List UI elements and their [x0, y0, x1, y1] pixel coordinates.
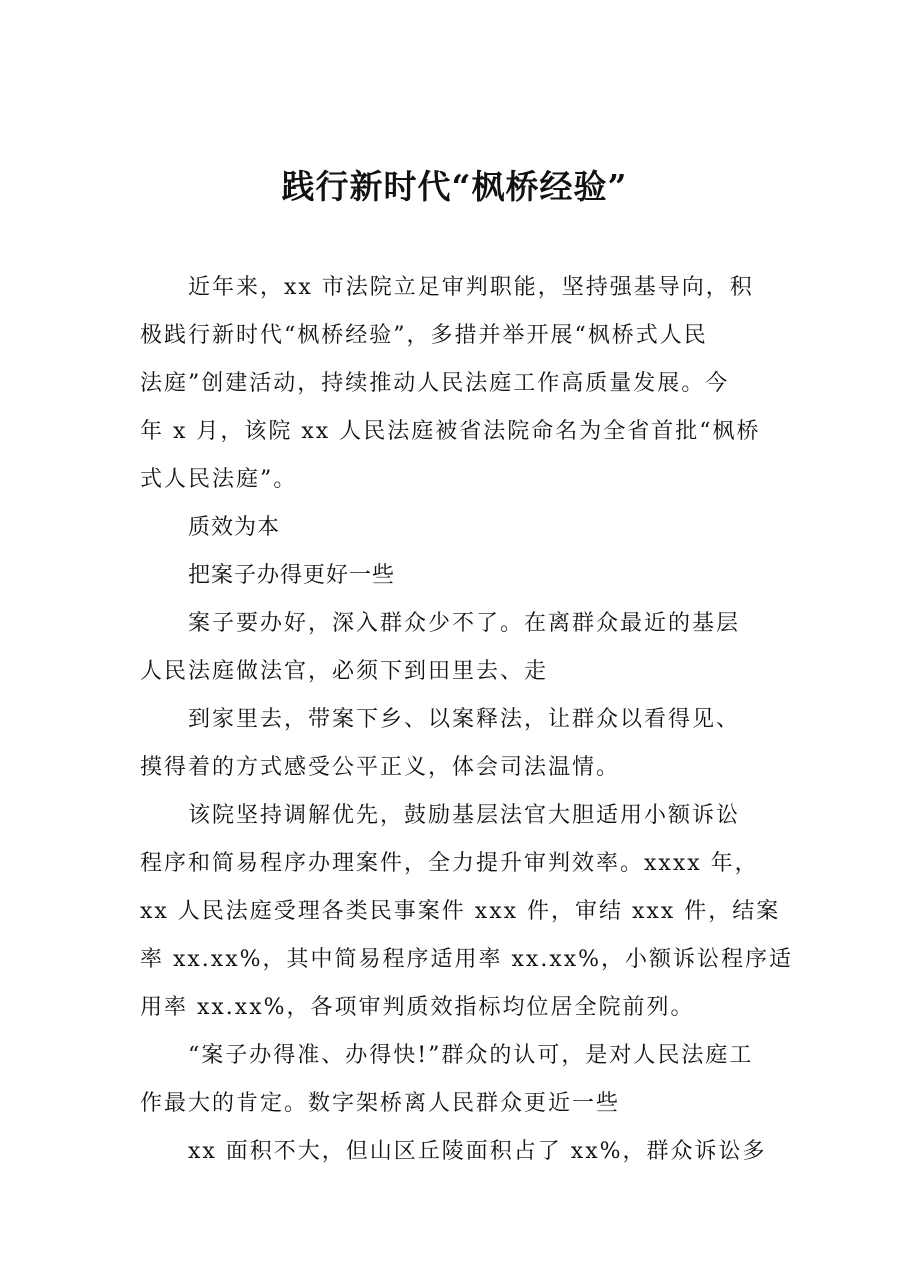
document-body	[140, 264, 794, 1176]
paragraph-line: 率 xx.xx%，其中简易程序适用率 xx.xx%，小额诉讼程序适	[140, 947, 794, 972]
section-subheading: 把案子办得更好一些	[188, 563, 396, 588]
paragraph-line: 极践行新时代“枫桥经验”，多措并举开展“枫桥式人民	[140, 323, 708, 348]
paragraph-line: xx 面积不大，但山区丘陵面积占了 xx%，群众诉讼多	[188, 1139, 767, 1164]
paragraph-line: 程序和简易程序办理案件，全力提升审判效率。xxxx 年，	[140, 851, 759, 876]
paragraph-line: “案子办得准、办得快!”群众的认可，是对人民法庭工	[188, 1043, 754, 1068]
paragraph-line: xx 人民法庭受理各类民事案件 xxx 件，审结 xxx 件，结案	[140, 899, 781, 924]
paragraph-line: 法庭”创建活动，持续推动人民法庭工作高质量发展。今	[140, 371, 730, 396]
paragraph-line: 近年来，xx 市法院立足审判职能，坚持强基导向，积	[188, 275, 754, 300]
paragraph-line: 摸得着的方式感受公平正义，体会司法温情。	[140, 755, 621, 780]
paragraph-line: 年 x 月，该院 xx 人民法庭被省法院命名为全省首批“枫桥	[140, 419, 761, 444]
section-heading: 质效为本	[188, 515, 281, 540]
paragraph-line: 作最大的肯定。数字架桥离人民群众更近一些	[140, 1091, 621, 1116]
paragraph-line: 用率 xx.xx%，各项审判质效指标均位居全院前列。	[140, 995, 695, 1020]
paragraph-line: 案子要办好，深入群众少不了。在离群众最近的基层	[188, 611, 741, 636]
paragraph-line: 人民法庭做法官，必须下到田里去、走	[140, 659, 549, 684]
document-title: 践行新时代“枫桥经验”	[281, 167, 628, 206]
paragraph-line: 式人民法庭”。	[140, 467, 298, 492]
paragraph-line: 到家里去，带案下乡、以案释法，让群众以看得见、	[188, 707, 741, 732]
paragraph-line: 该院坚持调解优先，鼓励基层法官大胆适用小额诉讼	[188, 803, 741, 828]
